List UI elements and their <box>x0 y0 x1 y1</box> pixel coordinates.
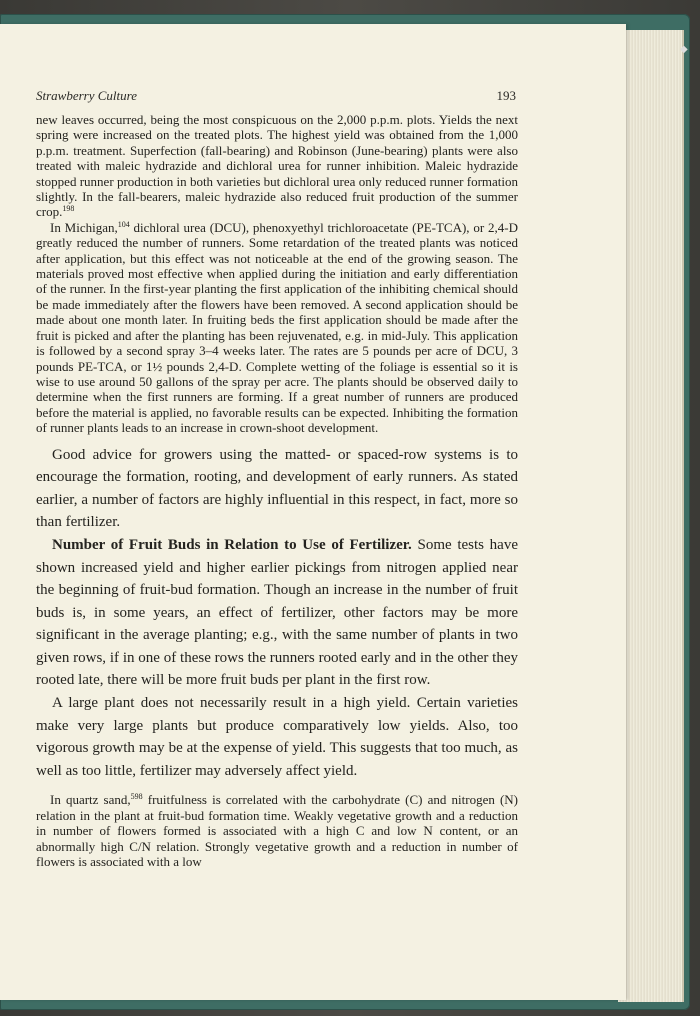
paragraph-6-lead: In quartz sand, <box>50 792 131 808</box>
paragraph-3: Good advice for growers using the matted- or spaced-row systems is to encourage the formation, rooting, and development of early runners. As stated earlier, a number of factors are highly influential in this respect, in fact, more so than fertilizer. <box>36 446 518 531</box>
reference-198: 198 <box>62 204 75 214</box>
paragraph-6-text: fruitfulness is correlated with the carbohydrate (C) and nitrogen (N) relation in the plant at fruit-bud formation time. Weakly vegetative growth and a reduction in number of flowers formed is associated with a high C and low N content, or an abnormally high C/N relation. Strongly vegetative growth and a reduction in number of flowers is associated with a low <box>36 792 519 870</box>
paragraph-2-lead: In Michigan, <box>50 219 118 235</box>
reference-598: 598 <box>130 792 143 802</box>
running-header <box>36 88 516 104</box>
reference-104: 104 <box>117 219 130 229</box>
page-body <box>36 112 518 869</box>
paragraph-2-text: dichloral urea (DCU), phenoxyethyl trichloroacetate (PE-TCA), or 2,4-D greatly reduced the number of runners. Some retardation of the treated plants was noticed after application, but this effect was not noticeable at the end of the growing season. The materials proved most effective when applied during the initiation and early differentiation of the runner. In the first-year planting the first application of the inhibiting chemical should be made immediately after the flowers have been removed. A second application should be made about one month later. In fruiting beds the first application should be made after the fruit is picked and after the planting has been rejuvenated, e.g. in mid-July. This application is followed by a second spray 3–4 weeks later. The rates are 5 pounds per acre of DCU, 3 pounds PE-TCA, or 1½ pounds 2,4-D. Complete wetting of the foliage is essential so it is wise to use around 50 gallons of the spray per acre. The plants should be observed daily to determine when the first runners are forming. If a great number of runners are produced before the material is applied, no favorable results can be expected. Inhibiting the formation of runner plants leads to an increase in crown-shoot development. <box>36 219 518 436</box>
paragraph-4 <box>36 534 518 692</box>
paragraph-1-text: new leaves occurred, being the most conspicuous on the 2,000 p.p.m. plots. Yields the next spring were increased on the treated plots. The highest yield was obtained from the 1,000 p.p.m. treatment. Superfection (fall-bearing) and Robinson (June-bearing) plants were also treated with maleic hydrazide and dichloral urea for runner inhibition. Maleic hydrazide stopped runner production in both varieties but dichloral urea only reduced runner formation slightly. In the fall-bearers, maleic hydrazide also reduced fruit production of the summer crop. <box>36 112 518 220</box>
bookmark-icon: ◆ <box>680 44 688 55</box>
running-title: Strawberry Culture <box>36 88 137 103</box>
paragraph-1 <box>36 112 518 220</box>
section-heading: Number of Fruit Buds in Relation to Use of Fertilizer. <box>52 536 412 553</box>
paragraph-4-text: Some tests have shown increased yield and higher earlier pickings from nitrogen applied near the beginning of fruit-bud formation. Though an increase in the number of fruit buds is, in some years, an effect of fertilizer, other factors may be more significant in the average planting; e.g., with the same number of plants in two given rows, if in one of these rows the runners rooted early and in the other they rooted late, there will be more fruit buds per plant in the first row. <box>36 536 518 689</box>
paragraph-6 <box>36 792 518 869</box>
paragraph-2 <box>36 220 518 436</box>
page-number: 193 <box>496 88 516 103</box>
paragraph-5: A large plant does not necessarily result in a high yield. Certain varieties make very large plants but produce comparatively low yields. Also, too vigorous growth may be at the expense of yield. This suggests that too much, as well as too little, fertilizer may adversely affect yield. <box>36 695 518 779</box>
book-page <box>0 24 626 1000</box>
page-edges <box>618 30 684 1002</box>
